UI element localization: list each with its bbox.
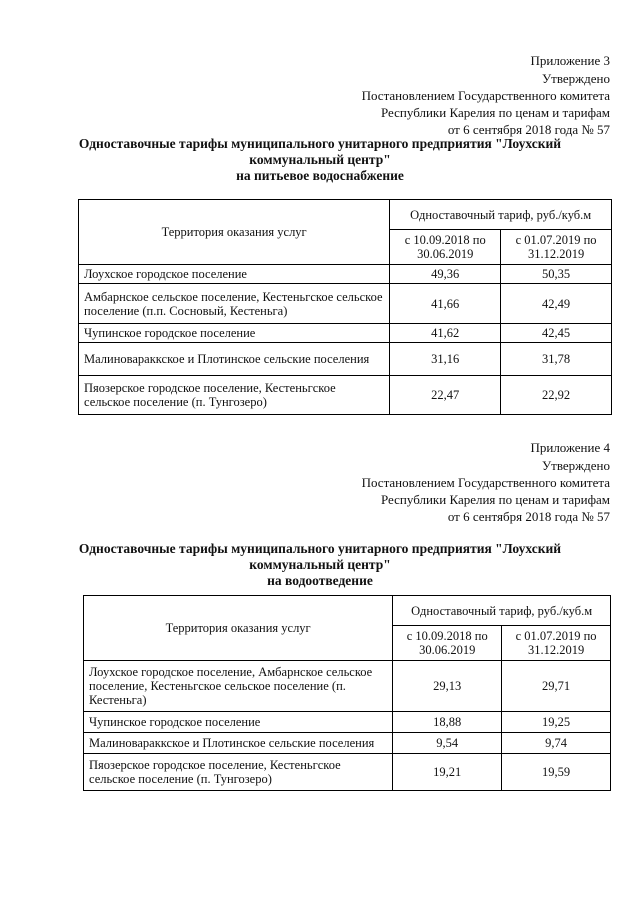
tariff-cell: 42,49 [501,284,612,324]
table-row [84,754,611,791]
title-line: на водоотведение [267,573,373,588]
header-territory: Территория оказания услуг [79,200,390,265]
territory-cell: Чупинское городское поселение [84,712,393,733]
table-row [79,324,612,343]
title-line: Одноставочные тарифы муниципального унитарного предприятия "Лоухский [78,136,562,151]
tariff-table-wastewater [83,595,611,791]
approval-date: от 6 сентября 2018 года № 57 [447,122,610,137]
territory-cell: Чупинское городское поселение [79,324,390,343]
header-territory: Территория оказания услуг [84,596,393,661]
title-line: Одноставочные тарифы муниципального унитарного предприятия "Лоухский [78,541,562,556]
territory-cell: Лоухское городское поселение [79,265,390,284]
title-line: коммунальный центр" [249,557,391,572]
annex-3-header [362,52,610,138]
table-row [84,712,611,733]
table-4-title [60,541,580,589]
territory-cell: Пяозерское городское поселение, Кестеньгское сельское поселение (п. Тунгозеро) [79,376,390,415]
table-row [84,733,611,754]
tariff-cell: 22,92 [501,376,612,415]
approval-line: Постановлением Государственного комитета [361,88,610,103]
approved-label: Утверждено [541,71,610,86]
tariff-cell: 19,25 [502,712,611,733]
tariff-cell: 49,36 [390,265,501,284]
table-row [79,376,612,415]
header-period-1: с 10.09.2018 по 30.06.2019 [393,626,502,661]
territory-cell: Амбарнское сельское поселение, Кестеньгское сельское поселение (п.п. Сосновый, Кестеньга) [79,284,390,324]
tariff-cell: 29,13 [393,661,502,712]
tariff-cell: 42,45 [501,324,612,343]
approval-date: от 6 сентября 2018 года № 57 [447,509,610,524]
table-3-title [60,136,580,184]
tariff-cell: 31,78 [501,343,612,376]
tariff-cell: 31,16 [390,343,501,376]
approval-line: Постановлением Государственного комитета [361,475,610,490]
title-line: коммунальный центр" [249,152,391,167]
header-period-1: с 10.09.2018 по 30.06.2019 [390,230,501,265]
tariff-table-water-supply [78,199,612,415]
annex-number: Приложение 4 [530,440,610,455]
tariff-cell: 18,88 [393,712,502,733]
tariff-cell: 41,66 [390,284,501,324]
table-header-row [84,596,611,626]
approval-line: Республики Карелия по ценам и тарифам [380,105,610,120]
territory-cell: Лоухское городское поселение, Амбарнское сельское поселение, Кестеньгское сельское поселение (п. Кестеньга) [84,661,393,712]
table-row [79,265,612,284]
tariff-cell: 50,35 [501,265,612,284]
table-row [84,661,611,712]
header-tariff: Одноставочный тариф, руб./куб.м [393,596,611,626]
territory-cell: Пяозерское городское поселение, Кестеньгское сельское поселение (п. Тунгозеро) [84,754,393,791]
title-line: на питьевое водоснабжение [236,168,404,183]
tariff-cell: 19,59 [502,754,611,791]
tariff-cell: 19,21 [393,754,502,791]
table-row [79,284,612,324]
tariff-cell: 22,47 [390,376,501,415]
table-header-row [79,200,612,230]
table-row [79,343,612,376]
tariff-cell: 41,62 [390,324,501,343]
territory-cell: Малиновараккское и Плотинское сельские поселения [79,343,390,376]
annex-4-header [362,439,610,525]
territory-cell: Малиновараккское и Плотинское сельские поселения [84,733,393,754]
tariff-cell: 9,74 [502,733,611,754]
approved-label: Утверждено [541,458,610,473]
annex-number: Приложение 3 [530,53,610,68]
tariff-cell: 9,54 [393,733,502,754]
approval-line: Республики Карелия по ценам и тарифам [380,492,610,507]
tariff-cell: 29,71 [502,661,611,712]
header-tariff: Одноставочный тариф, руб./куб.м [390,200,612,230]
header-period-2: с 01.07.2019 по 31.12.2019 [501,230,612,265]
header-period-2: с 01.07.2019 по 31.12.2019 [502,626,611,661]
